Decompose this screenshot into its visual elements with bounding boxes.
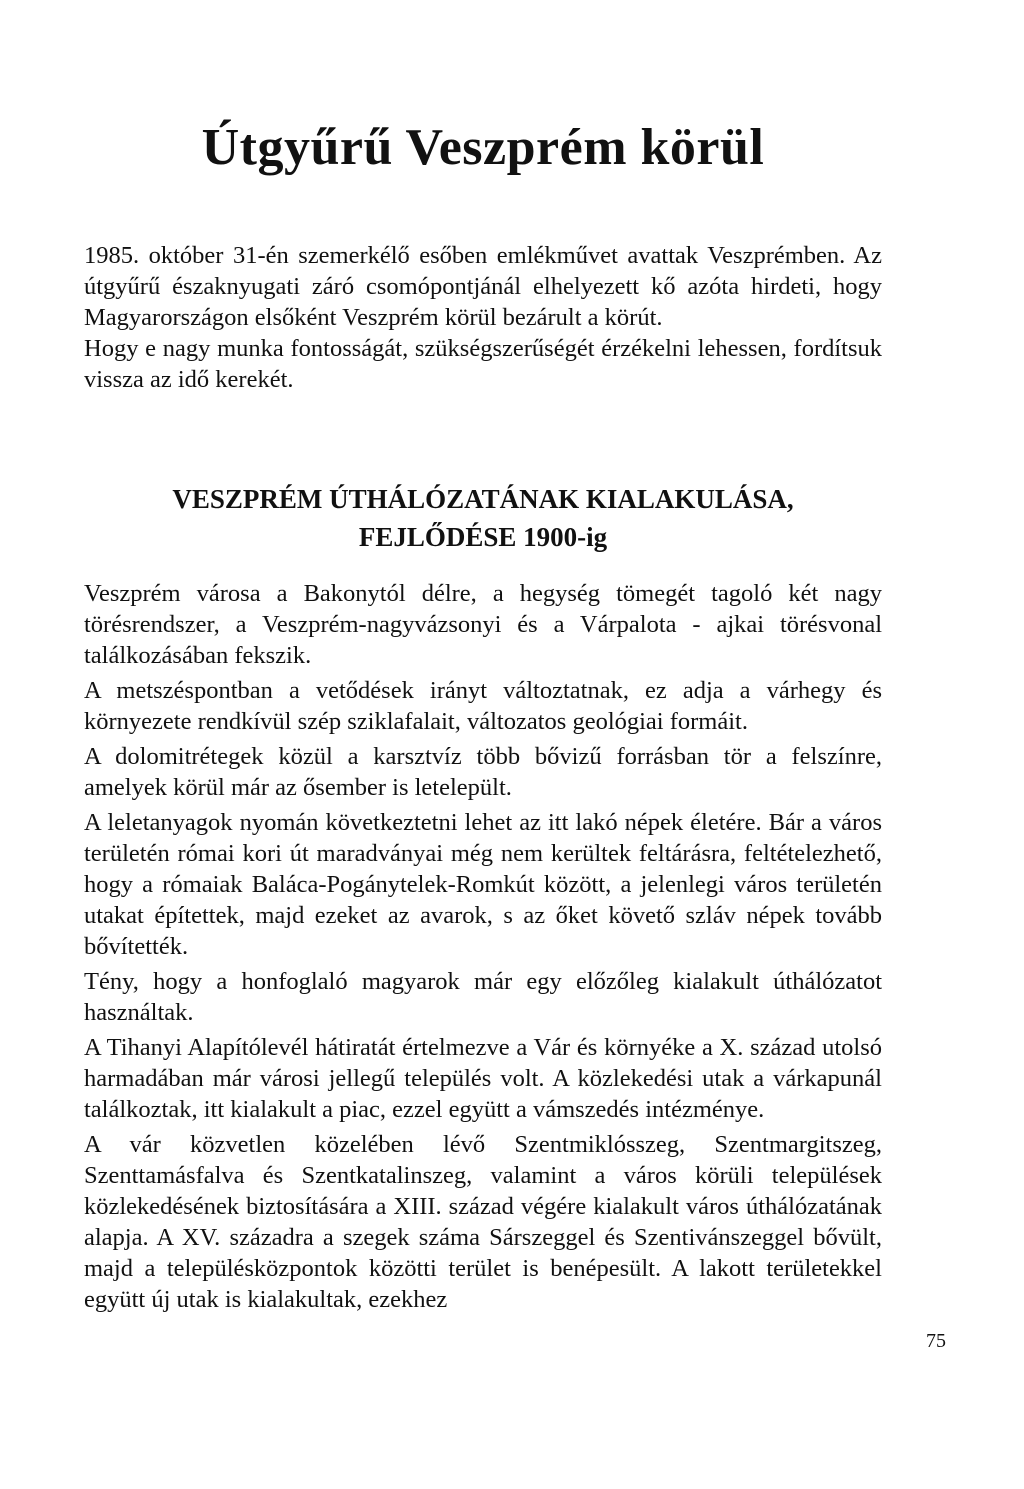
body-section — [84, 578, 882, 1319]
intro-section — [84, 240, 882, 395]
body-paragraph: Veszprém városa a Bakonytól délre, a hegység tömegét tagoló két nagy törésrendszer, a Veszprém-nagyvázsonyi és a Várpalota - ajkai törésvonal találkozásában fekszik. — [84, 580, 882, 669]
body-paragraph: Tény, hogy a honfoglaló magyarok már egy előzőleg kialakult úthálózatot használtak. — [84, 968, 882, 1026]
body-paragraph: A dolomitrétegek közül a karsztvíz több bővizű forrásban tör a felszínre, amelyek körül már az ősember is letelepült. — [84, 743, 882, 801]
page-title: Útgyűrű Veszprém körül — [201, 119, 765, 176]
intro-paragraph: 1985. október 31-én szemerkélő esőben emlékművet avattak Veszprémben. Az útgyűrű északnyugati záró csomópontjánál elhelyezett kő azóta hirdeti, hogy Magyarországon elsőként Veszprém körül bezárult a körút. — [84, 242, 882, 331]
intro-paragraph: Hogy e nagy munka fontosságát, szükségszerűségét érzékelni lehessen, fordítsuk vissza az idő kerekét. — [84, 335, 882, 393]
page-number: 75 — [926, 1330, 946, 1352]
section-heading — [84, 480, 882, 556]
body-paragraph: A Tihanyi Alapítólevél hátiratát értelmezve a Vár és környéke a X. század utolsó harmadában már városi jellegű település volt. A közlekedési utak a várkapunál találkoztak, itt kialakult a piac, ezzel együtt a vámszedés intézménye. — [84, 1034, 882, 1123]
section-heading-line: FEJLŐDÉSE 1900-ig — [358, 522, 608, 552]
body-paragraph: A leletanyagok nyomán következtetni lehet az itt lakó népek életére. Bár a város területén római kori út maradványai még nem kerültek feltárásra, feltételezhető, hogy a rómaiak Baláca-Pogánytelek-Romkút között, a jelenlegi város területén utakat építettek, majd ezeket az avarok, s az őket követő szláv népek tovább bővítették. — [84, 809, 882, 960]
body-paragraph: A vár közvetlen közelében lévő Szentmiklósszeg, Szentmargitszeg, Szenttamásfalva és Szentkatalinszeg, valamint a város körüli települések közlekedésének biztosítására a XIII. század végére kialakult város úthálózatának alapja. A XV. századra a szegek száma Sárszeggel és Szentivánszeggel bővült, majd a településközpontok közötti terület is benépesült. A lakott területekkel együtt új utak is kialakultak, ezekhez — [84, 1131, 882, 1313]
body-paragraph: A metszéspontban a vetődések irányt változtatnak, ez adja a várhegy és környezete rendkívül szép sziklafalait, változatos geológiai formáit. — [84, 677, 882, 735]
section-heading-line: VESZPRÉM ÚTHÁLÓZATÁNAK KIALAKULÁSA, — [172, 484, 794, 514]
